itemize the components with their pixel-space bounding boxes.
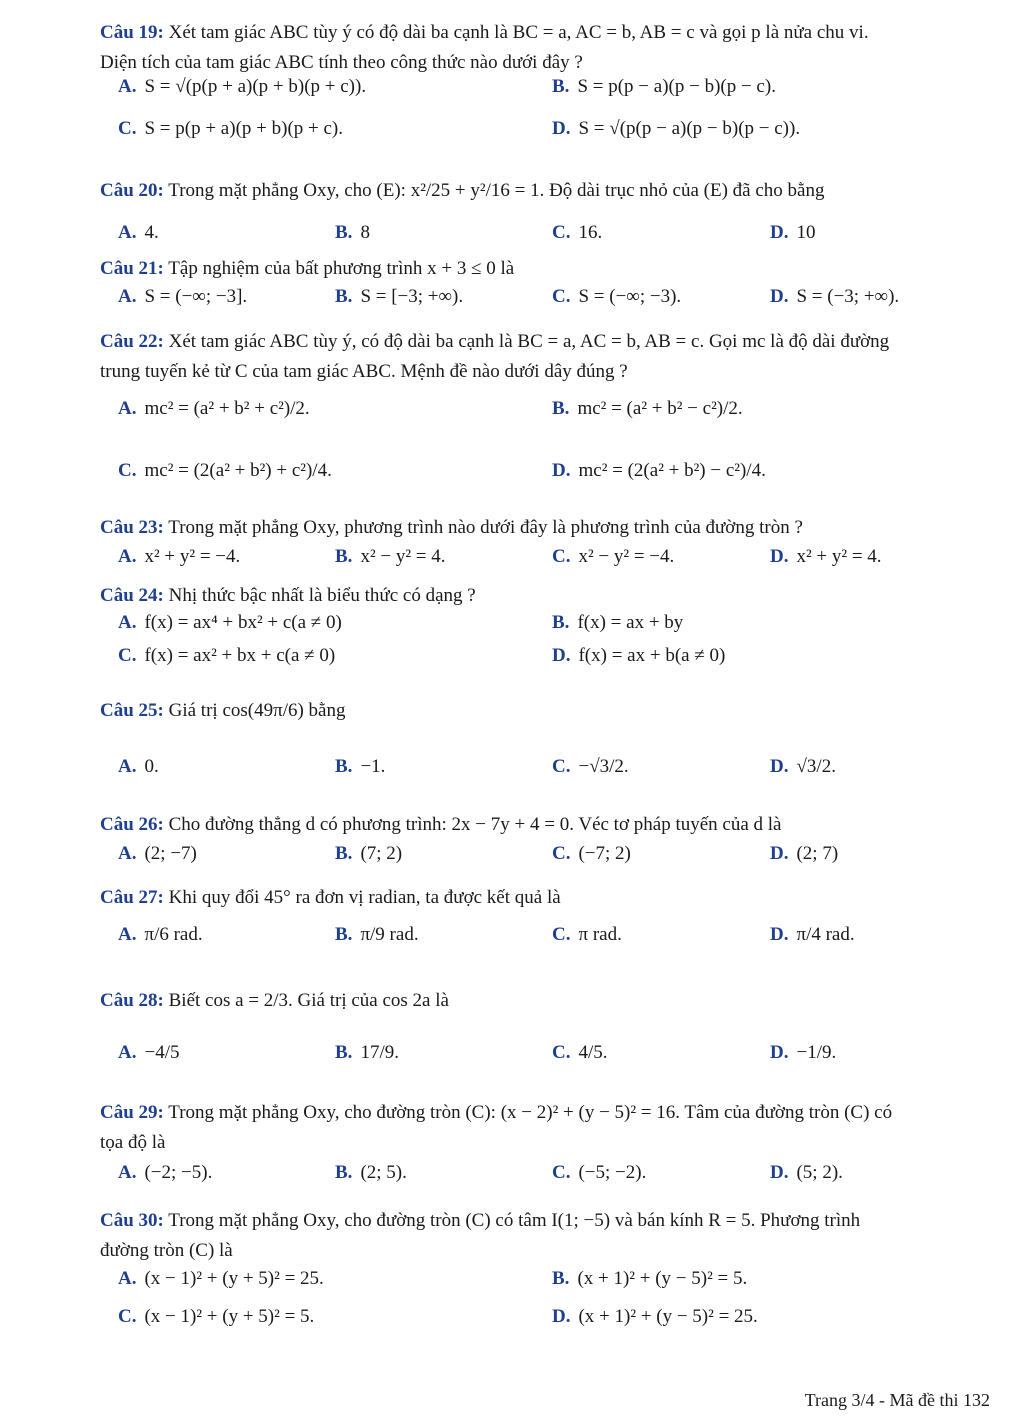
option-c[interactable] [118,645,335,667]
option-c[interactable] [118,118,343,140]
option-text: 4/5. [578,1042,608,1063]
option-a[interactable] [118,1268,324,1290]
option-text: mc² = (a² + b² + c²)/2. [144,398,310,419]
question-text-continued: tọa độ là [100,1132,166,1153]
option-label: C. [552,1042,571,1063]
options-row [0,843,1024,883]
option-d[interactable] [552,118,800,140]
question-19 [100,18,990,78]
option-text: (7; 2) [360,843,403,864]
option-label: D. [770,222,789,243]
options-row [0,286,1024,326]
option-label: B. [552,76,570,97]
option-label: C. [552,546,571,567]
options-row [0,546,1024,586]
option-c[interactable] [552,924,622,946]
option-label: B. [552,398,570,419]
option-b[interactable] [335,546,446,568]
question-text: Khi quy đổi 45° ra đơn vị radian, ta được kết quả là [168,887,561,908]
option-b[interactable] [335,924,419,946]
option-d[interactable] [770,546,882,568]
option-a[interactable] [118,546,240,568]
option-b[interactable] [552,398,743,420]
option-c[interactable] [552,546,674,568]
option-text: (2; 5). [360,1162,407,1183]
option-text: −1/9. [796,1042,837,1063]
option-label: B. [335,1042,353,1063]
option-text: x² − y² = −4. [578,546,675,567]
option-label: D. [552,118,571,139]
option-label: A. [118,286,137,307]
option-d[interactable] [770,756,836,778]
question-label: Câu 30: [100,1210,164,1231]
option-d[interactable] [552,460,766,482]
option-text: (−7; 2) [578,843,631,864]
question-text: Biết cos a = 2/3. Giá trị của cos 2a là [168,990,449,1011]
option-label: A. [118,222,137,243]
option-c[interactable] [552,1042,608,1064]
options-row [0,1162,1024,1202]
option-b[interactable] [335,286,463,308]
question-text-continued: đường tròn (C) là [100,1240,233,1261]
option-text: 0. [144,756,159,777]
question-24 [100,581,990,611]
option-label: C. [552,222,571,243]
options-row [0,1306,1024,1346]
question-label: Câu 19: [100,22,164,43]
page-footer: Trang 3/4 - Mã đề thi 132 [804,1390,990,1410]
question-21 [100,254,990,284]
question-25 [100,696,990,726]
option-label: A. [118,1268,137,1289]
option-text: 17/9. [360,1042,399,1063]
options-row [0,1042,1024,1082]
options-row [0,645,1024,685]
option-b[interactable] [552,612,683,634]
question-label: Câu 28: [100,990,164,1011]
question-label: Câu 23: [100,517,164,538]
option-d[interactable] [552,645,725,667]
option-text: S = √(p(p + a)(p + b)(p + c)). [144,76,367,97]
option-text: (x + 1)² + (y − 5)² = 25. [578,1306,758,1327]
question-30 [100,1206,990,1266]
option-label: B. [335,843,353,864]
option-a[interactable] [118,612,342,634]
option-text: 4. [144,222,159,243]
option-text: 16. [578,222,603,243]
option-label: A. [118,398,137,419]
question-28 [100,986,990,1016]
question-label: Câu 27: [100,887,164,908]
option-a[interactable] [118,756,159,778]
option-text: (2; 7) [796,843,839,864]
question-text: Trong mặt phẳng Oxy, cho đường tròn (C) có tâm I(1; −5) và bán kính R = 5. Phương trình [168,1210,861,1231]
question-text: Trong mặt phẳng Oxy, phương trình nào dưới đây là phương trình của đường tròn ? [168,517,803,538]
option-label: C. [552,756,571,777]
option-text: 10 [796,222,816,243]
question-22 [100,327,990,387]
option-label: A. [118,546,137,567]
option-a[interactable] [118,222,159,244]
option-text: f(x) = ax + b(a ≠ 0) [578,645,726,666]
option-d[interactable] [552,1306,758,1328]
option-text: π rad. [578,924,622,945]
option-a[interactable] [118,1042,179,1064]
option-text: f(x) = ax⁴ + bx² + c(a ≠ 0) [144,612,342,633]
option-label: A. [118,1162,137,1183]
option-text: S = √(p(p − a)(p − b)(p − c)). [578,118,801,139]
option-label: B. [335,1162,353,1183]
option-d[interactable] [770,1162,843,1184]
question-20 [100,176,990,206]
option-label: C. [552,924,571,945]
option-label: A. [118,756,137,777]
option-b[interactable] [552,76,776,98]
option-text: (−2; −5). [144,1162,213,1183]
options-row [0,76,1024,116]
option-c[interactable] [552,1162,646,1184]
question-text: Nhị thức bậc nhất là biểu thức có dạng ? [168,585,476,606]
option-text: −√3/2. [578,756,629,777]
option-label: B. [335,924,353,945]
question-label: Câu 25: [100,700,164,721]
option-text: (−5; −2). [578,1162,647,1183]
question-text: Tập nghiệm của bất phương trình x + 3 ≤ 0 là [168,258,515,279]
question-23 [100,513,990,543]
option-label: D. [770,756,789,777]
option-b[interactable] [552,1268,747,1290]
option-label: C. [552,286,571,307]
option-c[interactable] [552,756,629,778]
option-text: −1. [360,756,386,777]
option-c[interactable] [118,460,332,482]
option-label: A. [118,843,137,864]
option-d[interactable] [770,1042,836,1064]
option-text: (x − 1)² + (y + 5)² = 5. [144,1306,315,1327]
option-label: B. [335,286,353,307]
option-text: π/6 rad. [144,924,203,945]
option-a[interactable] [118,286,247,308]
option-label: C. [552,1162,571,1183]
option-label: B. [335,756,353,777]
question-27 [100,883,990,913]
option-a[interactable] [118,1162,212,1184]
option-label: A. [118,924,137,945]
option-text: (x + 1)² + (y − 5)² = 5. [577,1268,748,1289]
options-row [0,398,1024,438]
question-29 [100,1098,990,1158]
option-label: C. [118,1306,137,1327]
option-label: A. [118,1042,137,1063]
option-label: D. [770,1042,789,1063]
option-c[interactable] [552,286,681,308]
option-d[interactable] [770,222,815,244]
question-label: Câu 22: [100,331,164,352]
option-text: π/4 rad. [796,924,855,945]
option-a[interactable] [118,76,366,98]
options-row [0,1268,1024,1308]
option-label: C. [552,843,571,864]
option-text: (5; 2). [796,1162,843,1183]
option-label: D. [552,1306,571,1327]
option-text: (x − 1)² + (y + 5)² = 25. [144,1268,324,1289]
option-label: B. [552,612,570,633]
option-label: B. [552,1268,570,1289]
option-label: D. [552,645,571,666]
option-text: S = (−∞; −3]. [144,286,248,307]
option-text: f(x) = ax + by [577,612,684,633]
question-text: Giá trị cos(49π/6) bằng [168,700,346,721]
question-26 [100,810,990,840]
option-label: C. [118,460,137,481]
option-label: C. [118,645,137,666]
option-a[interactable] [118,398,310,420]
option-text: mc² = (2(a² + b²) − c²)/4. [578,460,766,481]
option-text: π/9 rad. [360,924,419,945]
option-text: f(x) = ax² + bx + c(a ≠ 0) [144,645,336,666]
options-row [0,924,1024,964]
option-text: x² + y² = 4. [796,546,882,567]
option-label: D. [770,286,789,307]
option-label: A. [118,612,137,633]
option-text: 8 [360,222,370,243]
option-d[interactable] [770,924,855,946]
question-label: Câu 20: [100,180,164,201]
option-text: −4/5 [144,1042,180,1063]
option-c[interactable] [552,843,631,865]
option-b[interactable] [335,1162,407,1184]
option-label: A. [118,76,137,97]
option-text: (2; −7) [144,843,197,864]
option-label: D. [770,924,789,945]
option-c[interactable] [118,1306,314,1328]
question-label: Câu 24: [100,585,164,606]
question-label: Câu 26: [100,814,164,835]
option-label: B. [335,222,353,243]
option-text: √3/2. [796,756,836,777]
option-label: B. [335,546,353,567]
option-c[interactable] [552,222,602,244]
question-text-continued: Diện tích của tam giác ABC tính theo công thức nào dưới đây ? [100,52,583,73]
option-text: S = (−∞; −3). [578,286,682,307]
option-b[interactable] [335,843,402,865]
option-text: S = (−3; +∞). [796,286,900,307]
options-row [0,460,1024,500]
question-text: Cho đường thẳng d có phương trình: 2x − 7y + 4 = 0. Véc tơ pháp tuyến của d là [168,814,782,835]
option-d[interactable] [770,286,899,308]
option-text: mc² = (a² + b² − c²)/2. [577,398,743,419]
question-text: Trong mặt phẳng Oxy, cho (E): x²/25 + y²/16 = 1. Độ dài trục nhỏ của (E) đã cho bằng [168,180,825,201]
option-b[interactable] [335,222,370,244]
option-label: C. [118,118,137,139]
options-row [0,756,1024,796]
option-text: x² + y² = −4. [144,546,241,567]
question-label: Câu 21: [100,258,164,279]
option-d[interactable] [770,843,838,865]
option-text: S = [−3; +∞). [360,286,464,307]
option-label: D. [770,843,789,864]
option-text: x² − y² = 4. [360,546,446,567]
option-label: D. [770,1162,789,1183]
option-text: S = p(p + a)(p + b)(p + c). [144,118,343,139]
option-b[interactable] [335,756,385,778]
question-text: Xét tam giác ABC tùy ý, có độ dài ba cạnh là BC = a, AC = b, AB = c. Gọi mc là độ dài đường [168,331,890,352]
options-row [0,118,1024,158]
option-a[interactable] [118,843,197,865]
question-text-continued: trung tuyến kẻ từ C của tam giác ABC. Mệnh đề nào dưới dây đúng ? [100,361,628,382]
option-label: D. [770,546,789,567]
option-b[interactable] [335,1042,399,1064]
question-text: Xét tam giác ABC tùy ý có độ dài ba cạnh là BC = a, AC = b, AB = c và gọi p là nửa chu vi. [168,22,869,43]
option-text: S = p(p − a)(p − b)(p − c). [577,76,776,97]
question-label: Câu 29: [100,1102,164,1123]
option-text: mc² = (2(a² + b²) + c²)/4. [144,460,332,481]
option-label: D. [552,460,571,481]
question-text: Trong mặt phẳng Oxy, cho đường tròn (C): (x − 2)² + (y − 5)² = 16. Tâm của đường tròn (C) có [168,1102,893,1123]
option-a[interactable] [118,924,203,946]
